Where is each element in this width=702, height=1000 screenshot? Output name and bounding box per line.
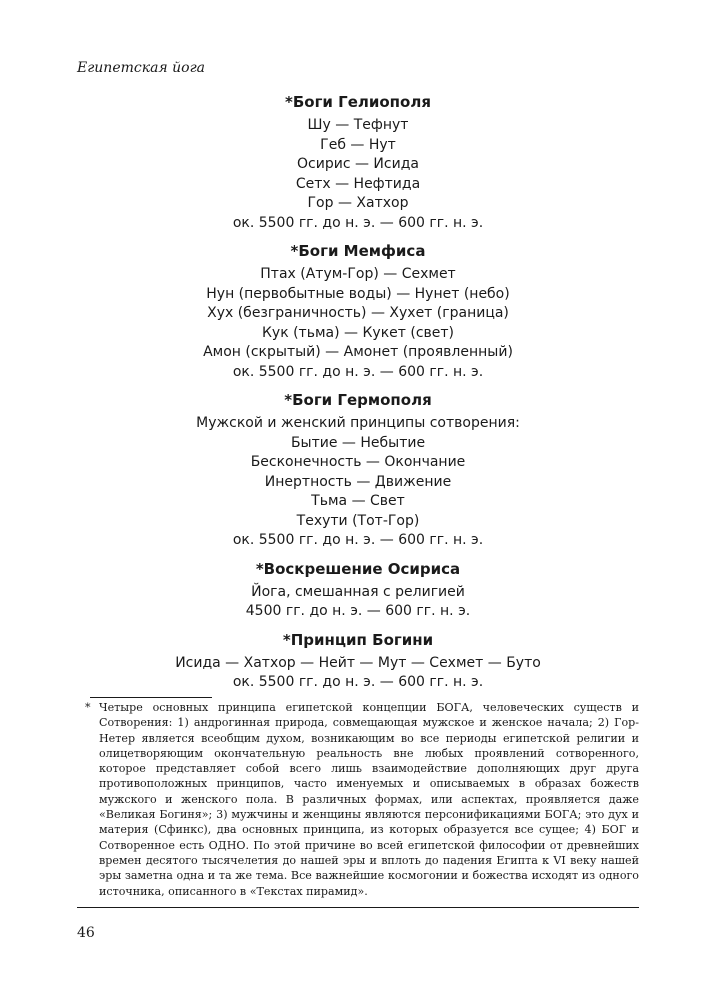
page-number: 46	[77, 925, 95, 941]
bottom-divider	[77, 907, 639, 908]
footnote-text: Четыре основных принципа египетской концепции БОГА, человеческих существ и Сотворения: 1) андрогинная природа, совмещающая мужское и женское начала; 2) Гор-Нетер является всеобщим духом, возникающим во все периоды египетской религии и олицетворяющим окончательную реальность вне любых проявлений сотворенного, которое представляет собой всего лишь взаимодействие дополняющих друг друга противоположных принципов, часто именуемых и описываемых в образах божеств мужского и женского пола. В различных формах, или аспектах, проявляется даже «Великая Богиня»; 3) мужчины и женщины являются персонификациями БОГА; это дух и материя (Сфинкс), два основных принципа, из которых образуется все сущее; 4) БОГ и Сотворенное есть ОДНО. По этой причине во всей египетской философии от древнейших времен десятого тысячелетия до нашей эры и вплоть до падения Египта к VI веку нашей эры заметна одна и та же тема. Все важнейшие космогонии и божества исходят из одного источника, описанного в «Текстах пирамид».	[99, 701, 639, 898]
text-line: Кук (тьма) — Кукет (свет)	[261, 324, 455, 341]
section-osiris	[77, 559, 639, 622]
text-line: Птах (Атум-Гор) — Сехмет	[260, 266, 456, 282]
text-line: Йога, смешанная с религией	[251, 583, 465, 600]
text-line: ок. 5500 гг. до н. э. — 600 гг. н. э.	[232, 674, 484, 690]
text-line: 4500 гг. до н. э. — 600 гг. н. э.	[245, 603, 471, 619]
section-heliopolis	[77, 92, 639, 233]
text-line: ок. 5500 гг. до н. э. — 600 гг. н. э.	[232, 363, 484, 380]
running-head: Египетская йога	[77, 60, 206, 76]
text-line: Бытие — Небытие	[290, 434, 426, 451]
text-line: Геб — Нут	[320, 136, 396, 153]
text-line: ок. 5500 гг. до н. э. — 600 гг. н. э.	[232, 532, 484, 548]
section-goddess	[77, 630, 639, 693]
text-line: Бесконечность — Окончание	[250, 454, 466, 470]
text-line: Шу — Тефнут	[307, 117, 409, 133]
text-line: Хух (безграничность) — Хухет (граница)	[207, 305, 509, 321]
section-title: *Принцип Богини	[282, 630, 434, 649]
text-line: Гор — Хатхор	[307, 195, 409, 211]
section-title: *Воскрешение Осириса	[255, 559, 461, 578]
section-title: *Боги Гелиополя	[285, 93, 431, 111]
section-memphis	[77, 241, 639, 382]
text-line: Техути (Тот-Гор)	[296, 512, 420, 529]
text-line: Амон (скрытый) — Амонет (проявленный)	[203, 344, 513, 360]
section-title: *Боги Гермополя	[284, 391, 432, 409]
footnote	[77, 700, 639, 899]
text-line: Нун (первобытные воды) — Нунет (небо)	[206, 285, 510, 302]
footnote-marker: *	[85, 701, 91, 714]
text-line: Инертность — Движение	[264, 473, 452, 490]
text-line: Тьма — Свет	[311, 493, 405, 509]
section-title: *Боги Мемфиса	[290, 242, 426, 260]
text-line: Осирис — Исида	[297, 156, 419, 172]
section-hermopolis	[77, 390, 639, 551]
text-line: Сетх — Нефтида	[295, 175, 421, 192]
text-line: Мужской и женский принципы сотворения:	[196, 415, 520, 431]
text-line: Исида — Хатхор — Нейт — Мут — Сехмет — Буто	[175, 654, 541, 671]
footnote-divider	[90, 697, 212, 698]
main-content	[77, 92, 639, 701]
text-line: ок. 5500 гг. до н. э. — 600 гг. н. э.	[232, 214, 484, 231]
